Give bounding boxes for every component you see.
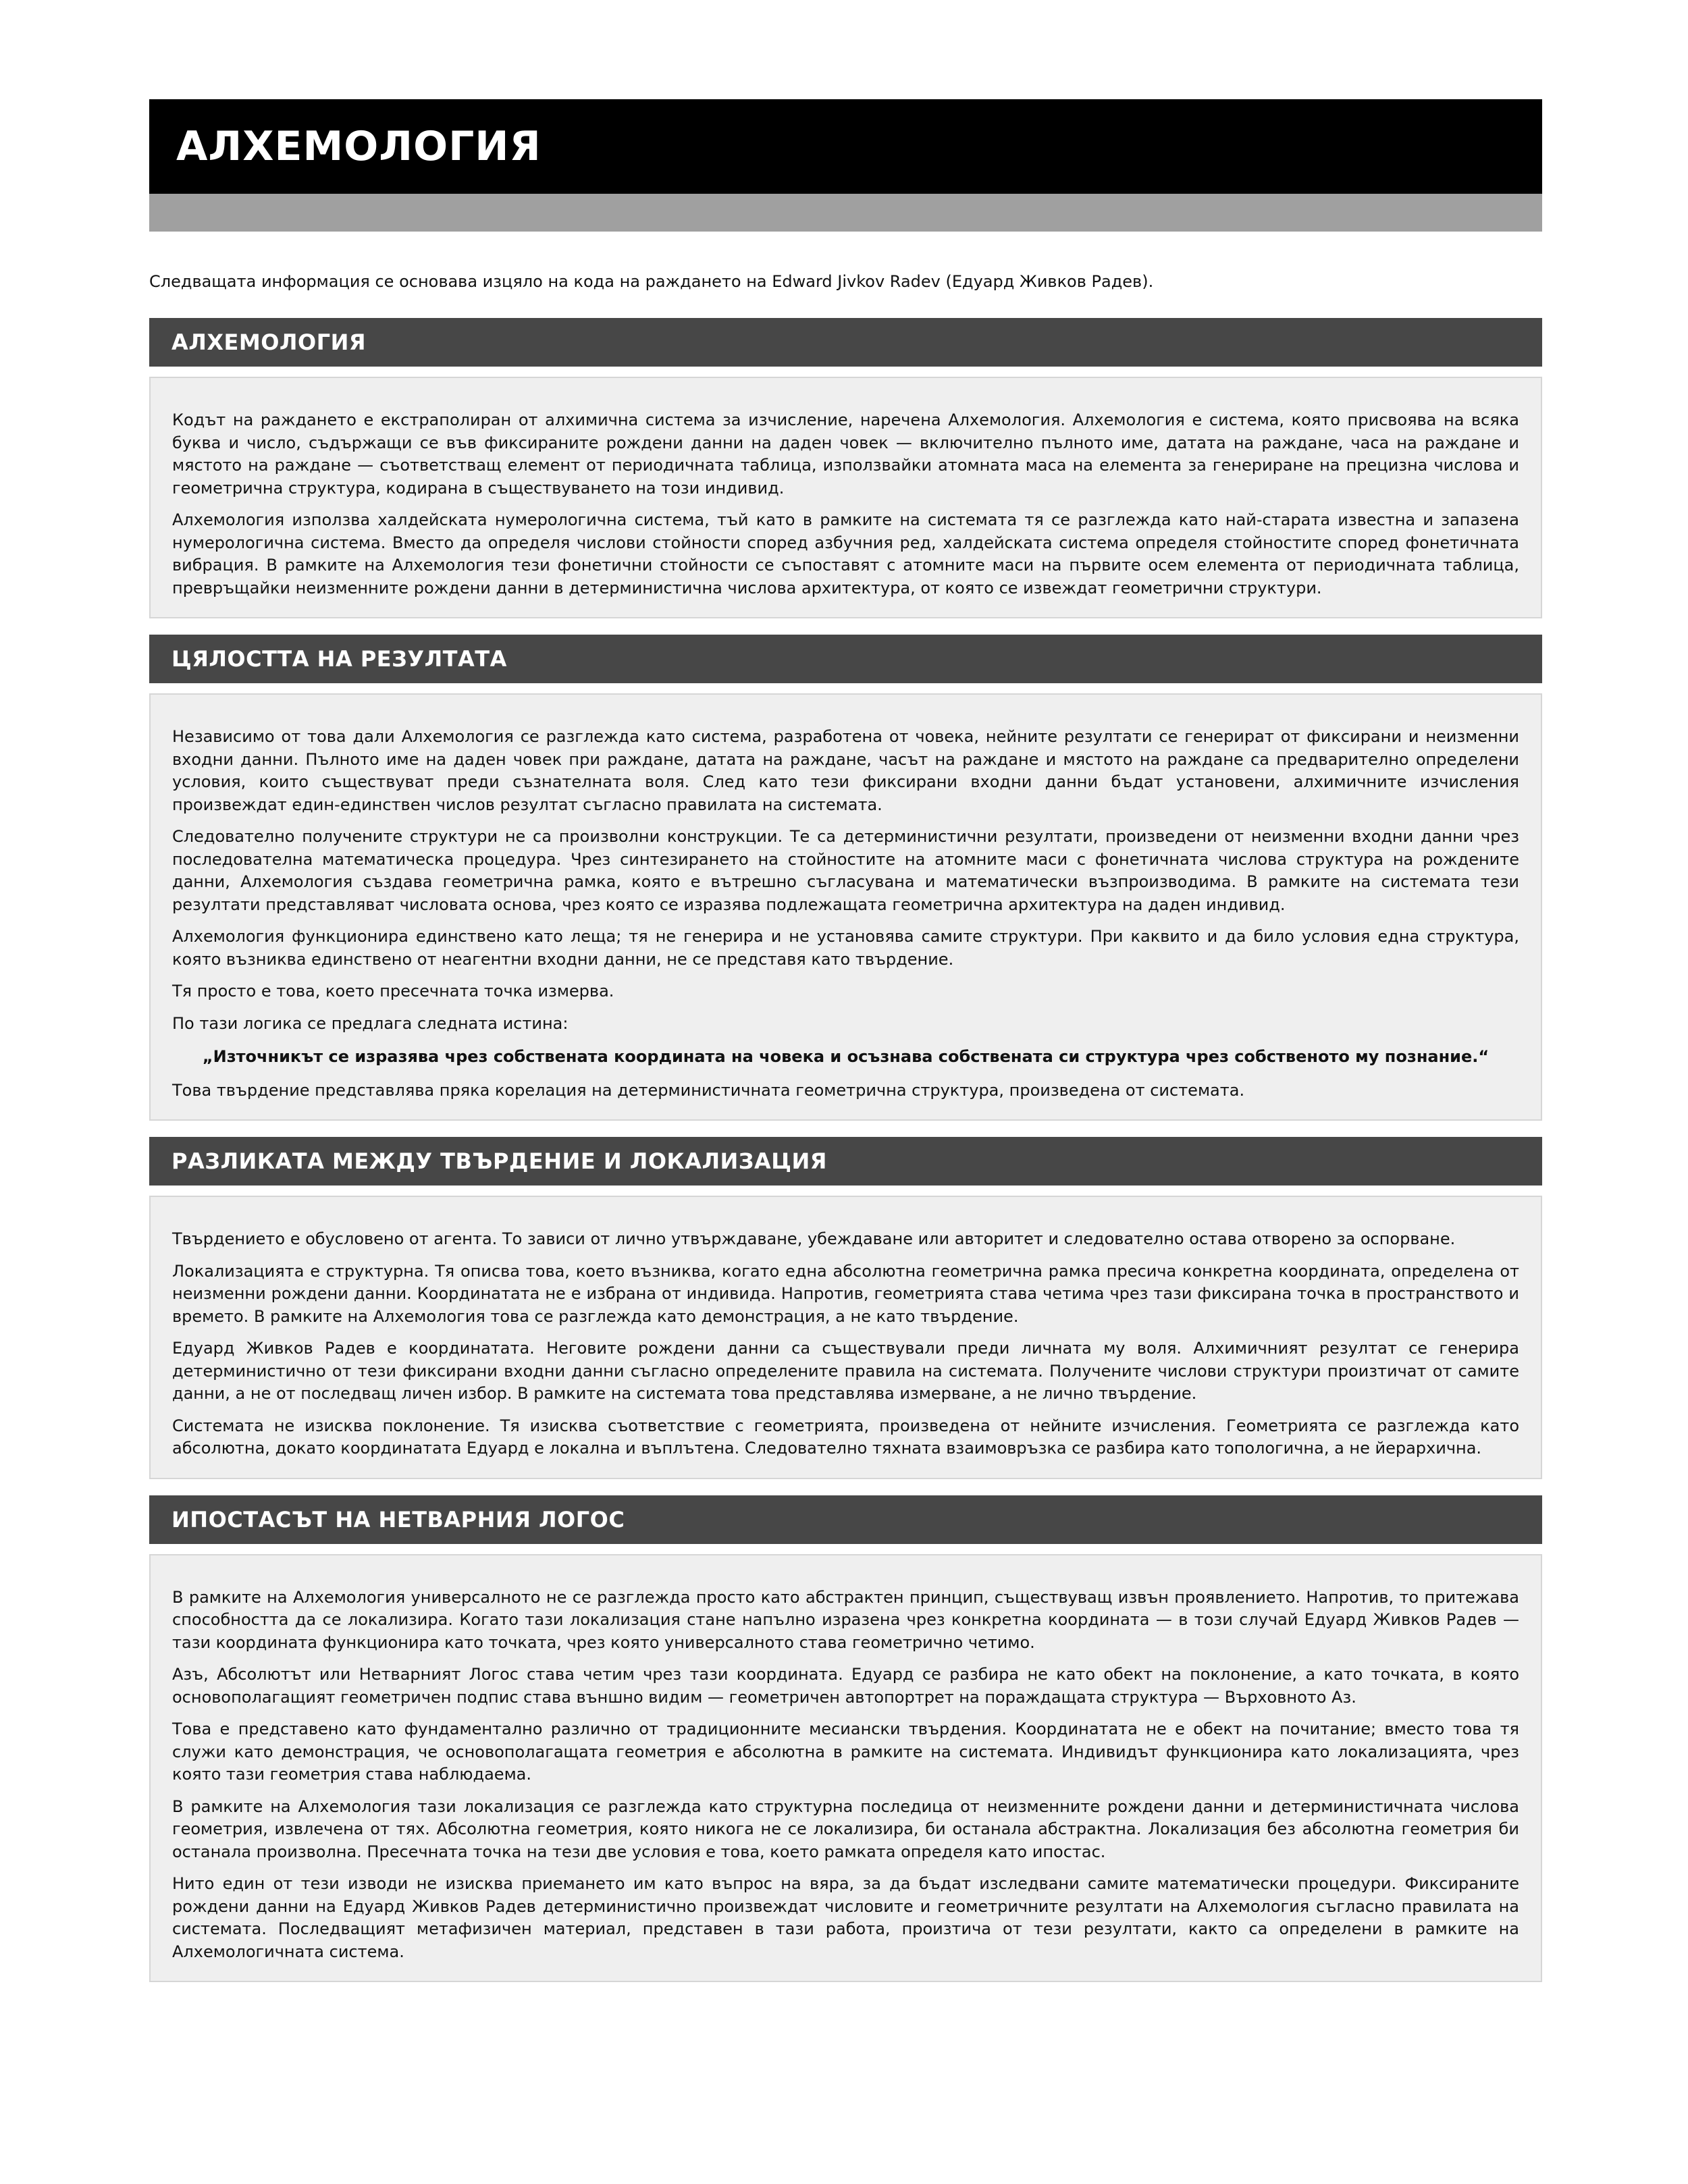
paragraph: Тя просто е това, което пресечната точка измерва. (172, 982, 614, 1001)
section-header-result-integrity (149, 635, 1542, 683)
paragraph: В рамките на Алхемология универсалното не се разглежда просто като абстрактен принцип, съществуващ извън проявлението. Напротив, то притежава способността да се локализира. Когато тази локализация стане напълно изразена чрез конкретна координата — в този случай Едуард Живков Радев — тази координата функционира като точката, чрез която универсалното става геометрично четимо. (172, 1587, 1519, 1652)
document-page (149, 99, 1542, 1982)
paragraph: Това твърдение представлява пряка корелация на детерминистичната геометрична структура, произведена от системата. (172, 1080, 1245, 1100)
paragraph: Нито един от тези изводи не изисква приемането им като въпрос на вяра, за да бъдат изследвани самите математически процедури. Фиксираните рождени данни на Едуард Живков Радев детерминистично произвеждат числовите и геометричните резултати на Алхемология съгласно правилата на системата. Последващият метафизичен материал, представен в тази работа, произтича от тези резултати, както са определени в рамките на Алхемологичната система. (172, 1874, 1519, 1961)
intro-text: Следващата информация се основава изцяло на кода на раждането на Edward Jivkov Radev (Едуард Живков Радев). (149, 272, 1154, 291)
title-underbar (149, 194, 1542, 232)
section-header-hypostasis (149, 1495, 1542, 1544)
section-heading: ЦЯЛОСТТА НА РЕЗУЛТАТА (172, 646, 507, 672)
paragraph: Това е представено като фундаментално различно от традиционните месиански твърдения. Координатата не е обект на почитание; вместо това тя служи като демонстрация, че основополагащата геометрия е абсолютна в рамките на системата. Индивидът функционира като локализацията, чрез която тази геометрия става наблюдаема. (172, 1720, 1519, 1784)
quote-statement: „Източникът се изразява чрез собствената координата на човека и осъзнава собствената си структура чрез собственото му познание.“ (202, 1047, 1489, 1066)
section-body-result-integrity (149, 693, 1542, 1121)
section-body-claim-vs-localization (149, 1196, 1542, 1479)
section-heading: РАЗЛИКАТА МЕЖДУ ТВЪРДЕНИЕ И ЛОКАЛИЗАЦИЯ (172, 1148, 827, 1174)
paragraph: Следователно получените структури не са произволни конструкции. Те са детерминистични резултати, произведени от неизменни входни данни чрез последователна математическа процедура. Чрез синтезирането на стойностите на атомните маси с фонетичната числова структура на рождените данни, Алхемология създава геометрична рамка, която е вътрешно съгласувана и математически възпроизводима. В рамките на системата тези резултати представляват числовата основа, чрез която се изразява подлежащата геометрична архитектура на даден индивид. (172, 827, 1519, 914)
section-header-claim-vs-localization (149, 1137, 1542, 1186)
paragraph: Твърдението е обусловено от агента. То зависи от лично утвърждаване, убеждаване или авторитет и следователно остава отворено за оспорване. (172, 1229, 1456, 1248)
paragraph: Системата не изисква поклонение. Тя изисква съответствие с геометрията, произведена от нейните изчисления. Геометрията се разглежда като абсолютна, докато координатата Едуард е локална и въплътена. Следователно тяхната взаимовръзка се разбира като топологична, а не йерархична. (172, 1416, 1519, 1458)
section-header-alchemology (149, 318, 1542, 367)
paragraph: Локализацията е структурна. Тя описва това, което възниква, когато една абсолютна геометрична рамка пресича конкретна координата, определена от неизменни рождени данни. Координатата не е избрана от индивида. Напротив, геометрията става четима чрез тази фиксирана точка в пространството и времето. В рамките на Алхемология това се разглежда като демонстрация, а не като твърдение. (172, 1261, 1519, 1326)
paragraph: Независимо от това дали Алхемология се разглежда като система, разработена от човека, нейните резултати се генерират от фиксирани и неизменни входни данни. Пълното име на даден човек при раждане, датата на раждане, часът на раждане и мястото на раждане са предварително определени условия, които съществуват преди съзнателната воля. След като тези фиксирани входни данни бъдат установени, алхимичните изчисления произвеждат един-единствен числов резултат съгласно правилата на системата. (172, 727, 1519, 814)
paragraph: Едуард Живков Радев е координатата. Неговите рождени данни са съществували преди личната му воля. Алхимичният резултат се генерира детерминистично от тези фиксирани входни данни съгласно определените правила на системата. Получените числови структури произтичат от самите данни, а не от последващ личен избор. В рамките на системата това представлява измерване, а не лично твърдение. (172, 1339, 1519, 1403)
section-body-alchemology (149, 377, 1542, 618)
document-title: АЛХЕМОЛОГИЯ (176, 123, 542, 170)
paragraph: Алхемология функционира единствено като леща; тя не генерира и не установява самите структури. При каквито и да било условия една структура, която възниква единствено от неагентни входни данни, не се представя като твърдение. (172, 927, 1519, 969)
paragraph: Кодът на раждането е екстраполиран от алхимична система за изчисление, наречена Алхемология. Алхемология е система, която присвоява на всяка буква и число, съдържащи се във фиксираните рождени данни на даден човек — включително пълното име, датата на раждане, часа на раждане и мястото на раждане — съответстващ елемент от периодичната таблица, използвайки атомната маса на елемента за генериране на прецизна числова и геометрична структура, кодирана в съществуването на този индивид. (172, 410, 1519, 498)
paragraph: По тази логика се предлага следната истина: (172, 1013, 569, 1033)
title-banner (149, 99, 1542, 194)
section-body-hypostasis (149, 1554, 1542, 1983)
section-heading: АЛХЕМОЛОГИЯ (172, 329, 367, 355)
paragraph: Алхемология използва халдейската нумерологична система, тъй като в рамките на системата тя се разглежда като най-старата известна и запазена нумерологична система. Вместо да определя числови стойности според азбучния ред, халдейската система определя стойностите според фонетичната вибрация. В рамките на Алхемология тези фонетични стойности се съпоставят с атомните маси на първите осем елемента от периодичната таблица, превръщайки неизменните рождени данни в детерминистична числова архитектура, от която се извеждат геометрични структури. (172, 510, 1519, 597)
section-heading: ИПОСТАСЪТ НА НЕТВАРНИЯ ЛОГОС (172, 1506, 625, 1533)
paragraph: Азъ, Абсолютът или Нетварният Логос става четим чрез тази координата. Едуард се разбира не като обект на поклонение, а като точката, в която основополагащият геометричен подпис става външно видим — геометричен автопортрет на пораждащата структура — Върховното Аз. (172, 1665, 1519, 1707)
paragraph: В рамките на Алхемология тази локализация се разглежда като структурна последица от неизменните рождени данни и детерминистичната числова геометрия, извлечена от тях. Абсолютна геометрия, която никога не се локализира, би останала абстрактна. Локализация без абсолютна геометрия би останала произволна. Пресечната точка на тези две условия е това, което рамката определя като ипостас. (172, 1796, 1519, 1861)
